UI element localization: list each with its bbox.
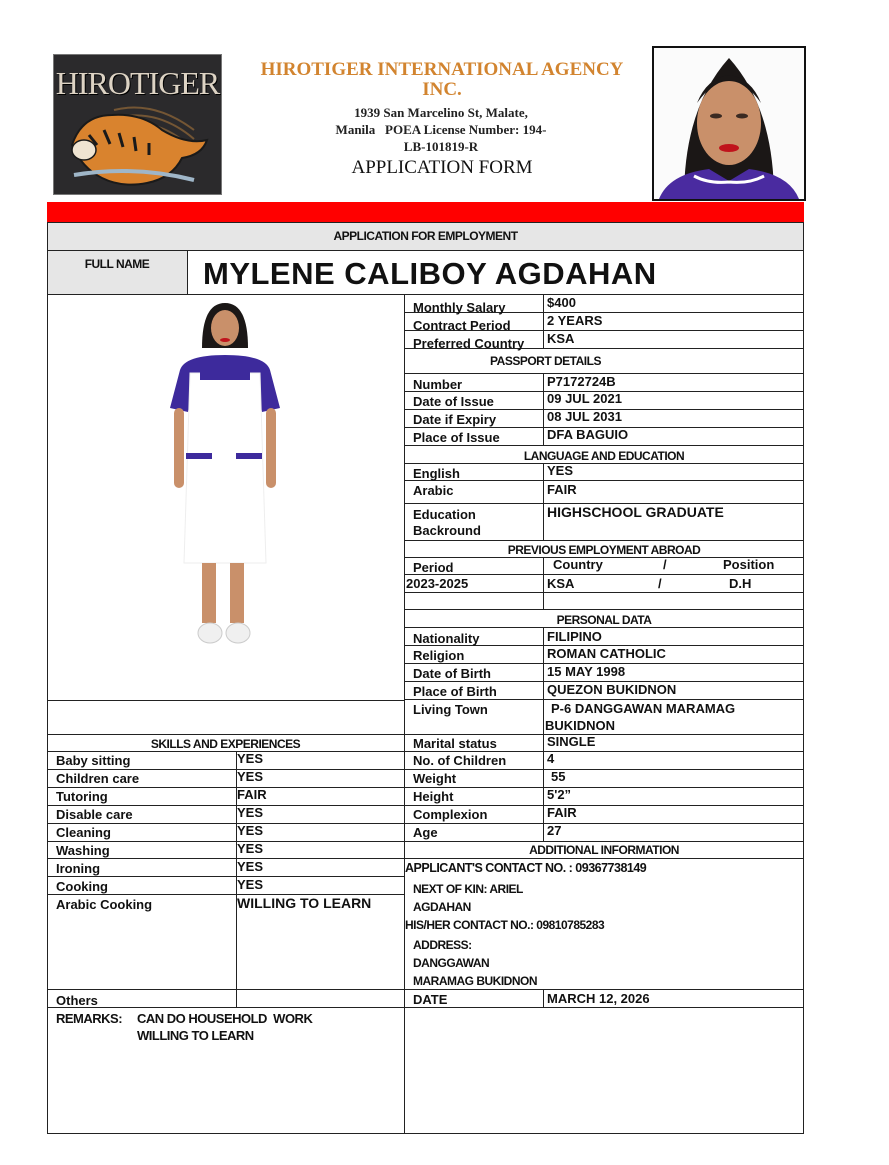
language-value: YES [547,463,574,478]
language-value: FAIR [547,482,577,497]
personal-value: 4 [547,751,555,766]
passport-label: Number [413,377,463,392]
skill-label: Arabic Cooking [56,897,153,912]
job-value: $400 [547,295,576,310]
grid-line [404,823,804,824]
next-of-kin-line2: AGDAHAN [413,900,471,914]
application-for-employment-title: APPLICATION FOR EMPLOYMENT [333,229,518,243]
address-line3: LB-101819-R [403,139,479,154]
form-title: APPLICATION FORM [351,157,533,178]
skills-title: SKILLS AND EXPERIENCES [150,737,301,751]
logo-text: HIROTIGER [55,65,220,101]
grid-line [404,751,804,752]
applicant-headshot-photo [652,46,806,201]
grid-line [404,574,804,575]
employment-header-sep: / [663,557,667,572]
grid-line [47,222,804,223]
applicant-contact: APPLICANT'S CONTACT NO. : 09367738149 [405,861,647,875]
agency-logo [53,54,222,195]
grid-line [803,222,804,1134]
grid-line [47,841,404,842]
grid-line [47,700,404,701]
kin-address-line1: ADDRESS: [413,938,472,952]
language-label: Arabic [413,483,454,498]
employment-title: PREVIOUS EMPLOYMENT ABROAD [507,543,701,557]
grid-line [47,1007,804,1008]
skill-value: YES [237,859,264,874]
grid-line [404,480,804,481]
personal-label: Age [413,825,438,840]
kin-address-line3: MARAMAG BUKIDNON [413,974,537,988]
grid-line [404,540,804,541]
grid-line [47,989,804,990]
full-name-label: FULL NAME [84,257,150,271]
grid-line [404,841,804,842]
address-line2: Manila POEA License Number: 194- [335,122,547,137]
skill-value: FAIR [237,787,267,802]
grid-line [47,751,404,752]
language-label: English [413,466,460,481]
skill-label: Cooking [56,879,108,894]
grid-line [47,222,48,1134]
grid-line [404,769,804,770]
kin-address-line2: DANGGAWAN [413,956,490,970]
personal-label: Height [413,789,454,804]
grid-line [47,805,404,806]
grid-line [404,627,804,628]
grid-line [404,805,804,806]
grid-line [543,989,544,1007]
grid-line [47,876,404,877]
employment-period: 2023-2025 [406,576,469,591]
grid-line [47,1133,804,1134]
personal-value: 5'2” [547,787,572,802]
passport-value: DFA BAGUIO [547,427,629,442]
skill-label: Baby sitting [56,753,131,768]
passport-label: Place of Issue [413,430,500,445]
employment-position: D.H [729,576,752,591]
personal-label: Nationality [413,631,480,646]
job-value: 2 YEARS [547,313,603,328]
grid-line [404,858,804,859]
personal-value: 27 [547,823,562,838]
applicant-full-body-photo [160,298,290,648]
address-line1: 1939 San Marcelino St, Malate, [354,105,528,120]
tiger-icon [54,55,221,194]
grid-line [47,250,804,251]
personal-value-line2: BUKIDNON [545,718,616,733]
remarks-line2: WILLING TO LEARN [137,1028,254,1043]
personal-value-line1: P-6 DANGGAWAN MARAMAG [551,701,736,716]
personal-value: QUEZON BUKIDNON [547,682,677,697]
full-body-icon [160,298,290,648]
grid-line [404,699,804,700]
remarks-label: REMARKS: [56,1011,123,1026]
agency-name-line1: HIROTIGER INTERNATIONAL AGENCY [260,59,624,80]
grid-line [404,787,804,788]
date-value: MARCH 12, 2026 [547,991,650,1006]
skill-label: Disable care [56,807,133,822]
passport-value: P7172724B [547,374,616,389]
skill-value: YES [237,841,264,856]
agency-address [316,104,566,155]
skill-value: YES [237,769,264,784]
remarks-line1: CAN DO HOUSEHOLD WORK [137,1011,313,1026]
personal-value: ROMAN CATHOLIC [547,646,666,661]
employment-sep: / [658,576,662,591]
personal-title: PERSONAL DATA [556,613,652,627]
grid-line [47,823,404,824]
grid-line [47,294,804,295]
personal-label: Marital status [413,736,497,751]
job-value: KSA [547,331,575,346]
skill-value: YES [237,877,264,892]
skill-label: Others [56,993,98,1008]
agency-name [240,60,644,100]
employment-header-period: Period [413,560,454,575]
language-title: LANGUAGE AND EDUCATION [523,449,685,463]
skill-label: Tutoring [56,789,108,804]
passport-label: Date if Expiry [413,412,497,427]
grid-line [47,858,404,859]
additional-title: ADDITIONAL INFORMATION [529,843,679,857]
passport-value: 08 JUL 2031 [547,409,622,424]
grid-line [404,445,804,446]
personal-label: Date of Birth [413,666,491,681]
personal-label: Living Town [413,702,488,717]
grid-line [47,787,404,788]
personal-value: FAIR [547,805,577,820]
headshot-icon [654,48,804,199]
language-label-line2: Backround [413,523,481,538]
job-label: Monthly Salary [413,300,506,315]
skill-label: Washing [56,843,110,858]
kin-contact: HIS/HER CONTACT NO.: 09810785283 [405,918,605,932]
personal-value: SINGLE [547,734,596,749]
personal-value: FILIPINO [547,629,602,644]
date-label: DATE [413,992,448,1007]
full-name-value: MYLENE CALIBOY AGDAHAN [203,256,657,291]
job-label: Preferred Country [413,336,525,351]
employment-header-country: Country [553,557,603,572]
skill-label: Cleaning [56,825,111,840]
personal-label: No. of Children [413,753,507,768]
grid-line [47,769,404,770]
passport-title: PASSPORT DETAILS [490,354,601,368]
personal-label: Religion [413,648,465,663]
next-of-kin-line1: NEXT OF KIN: ARIEL [413,882,523,896]
personal-label: Complexion [413,807,488,822]
skill-label: Ironing [56,861,101,876]
passport-label: Date of Issue [413,394,494,409]
employment-country: KSA [547,576,575,591]
passport-value: 09 JUL 2021 [547,391,622,406]
personal-value: 15 MAY 1998 [547,664,626,679]
personal-label: Weight [413,771,457,786]
skill-label: Children care [56,771,140,786]
agency-name-line2: INC. [422,79,462,100]
language-label-line1: Education [413,507,476,522]
grid-line [543,463,544,540]
education-value: HIGHSCHOOL GRADUATE [547,504,724,520]
grid-line [47,734,404,735]
job-label: Contract Period [413,318,511,333]
grid-line [543,294,544,348]
skill-value: WILLING TO LEARN [237,895,372,911]
header-red-bar [47,202,804,222]
skill-value: YES [237,751,264,766]
grid-line [187,250,188,294]
personal-value: 55 [551,769,566,784]
grid-line [404,592,804,593]
grid-line [404,609,804,610]
personal-label: Place of Birth [413,684,497,699]
employment-header-position: Position [723,557,775,572]
grid-line [404,734,804,735]
skill-value: YES [237,805,264,820]
grid-line [404,463,804,464]
skill-value: YES [237,823,264,838]
grid-line [543,557,544,609]
